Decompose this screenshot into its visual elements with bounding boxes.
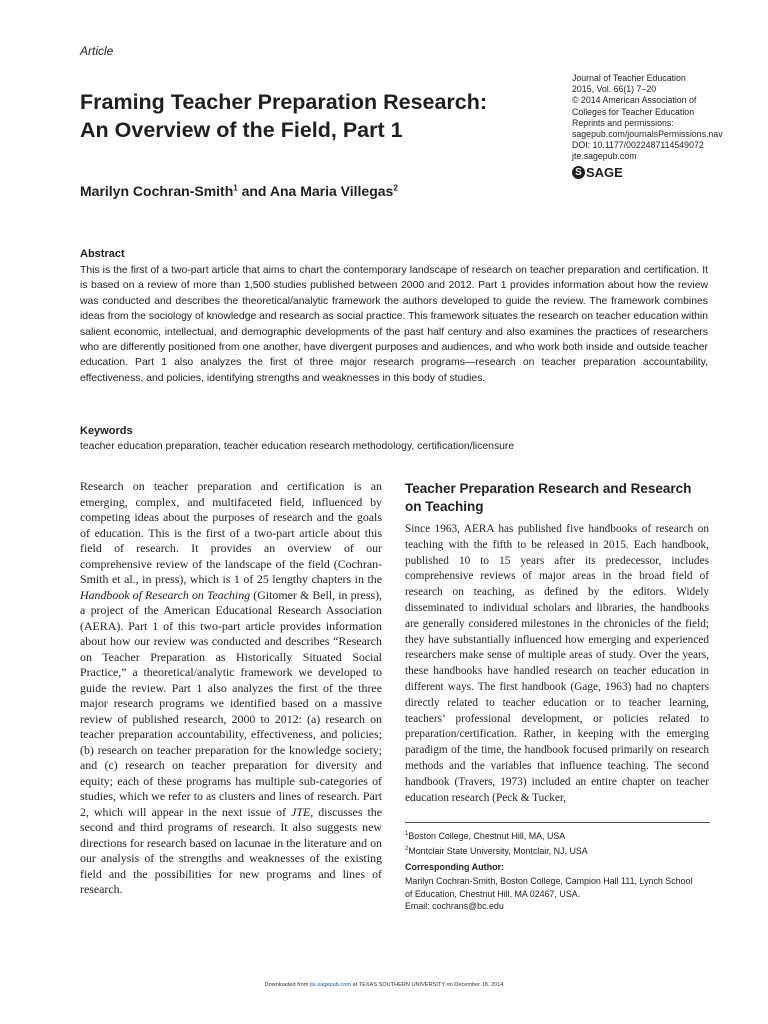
- keywords-heading: Keywords: [80, 425, 133, 437]
- abstract-heading: Abstract: [80, 248, 125, 260]
- corresponding-author-heading: Corresponding Author:: [405, 862, 505, 872]
- journal-copyright-cont: Colleges for Teacher Education: [572, 106, 695, 117]
- body-italic-title: Handbook of Research on Teaching: [80, 587, 251, 602]
- keywords-text: teacher education preparation, teacher education research methodology, certification/licensure: [80, 441, 515, 452]
- affiliation-marker: 1: [233, 183, 238, 193]
- article-type-label: Article: [80, 44, 114, 58]
- affiliation-marker: 2: [405, 845, 409, 852]
- article-title-line-1: Framing Teacher Preparation Research:: [80, 90, 488, 114]
- corresponding-line: of Education, Chestnut Hill, MA 02467, USA.: [405, 888, 581, 899]
- body-text: , discusses the second and third programs of research. It also suggests new directions for research based on lacunae in the literature and on our analysis of the strengths and weaknesses of the existing field and the possibilities for new programs and lines of research.: [80, 804, 382, 896]
- footer-text: at TEXAS SOUTHERN UNIVERSITY on December 18, 2014: [351, 982, 504, 988]
- body-right-column: Since 1963, AERA has published five handbooks of research on teaching with the fifth to be released in 2015. Each handbook, published 10 to 15 years after its predecessor, includes comprehensive reviews of major areas in the broad field of research on teaching, as defined by the editors. Widely disseminated to individual scholars and libraries, the handbooks are generally considered milestones in the chronicles of the field; they have substantially influenced how emerging and experienced researchers make sense of multiple areas of study. Over the years, these handbooks have handled research on teacher education in different ways. The first handbook (Gage, 1963) had no chapters directly related to teacher education or to teacher learning, teachers’ professional development, or policies related to preparation/certification. Rather, in keeping with the emerging paradigm of the time, the handbook focused primarily on research methods and the variables that influence teaching. The second handbook (Travers, 1973) included an entire chapter on teacher education research (Peck & Tucker,: [405, 523, 709, 804]
- body-italic-journal: JTE: [291, 804, 311, 819]
- article-title-line-2: An Overview of the Field, Part 1: [80, 118, 403, 142]
- sage-logo: [572, 165, 623, 180]
- body-text: (Gitomer & Bell, in press), a project of the American Educational Research Association (AERA). Part 1 of this two-part article provides information about how our review was conducted and describes “Research on Teacher Preparation as Historically Situated Social Practice,” a theoretical/analytic framework we developed to guide the review. Part 1 also analyzes the first of the three major research programs we identified based on a massive review of published research, 2000 to 2012: (a) research on teacher preparation accountability, effectiveness, and policies; (b) research on teacher preparation for the knowledge society; and (c) research on teacher preparation for diversity and equity; each of these programs has multiple sub-categories of studies, which we refer to as clusters and lines of research. Part 2, which will appear in the next issue of: [80, 587, 383, 819]
- article-title: [80, 88, 530, 144]
- corresponding-line: Marilyn Cochran-Smith, Boston College, Campion Hall 111, Lynch School: [405, 876, 693, 886]
- journal-copyright: © 2014 American Association of: [572, 95, 697, 106]
- footer-text: Downloaded from: [264, 982, 310, 988]
- sage-logo-icon: S: [572, 166, 585, 179]
- author-name: Ana Maria Villegas: [269, 183, 394, 199]
- affiliation-item: [405, 828, 588, 843]
- author-list: [80, 183, 398, 199]
- journal-doi[interactable]: DOI: 10.1177/0022487114549072: [572, 140, 704, 151]
- download-footer: [0, 982, 768, 988]
- journal-reprints: Reprints and permissions:: [572, 117, 674, 128]
- affiliation-text: Boston College, Chestnut Hill, MA, USA: [408, 830, 566, 841]
- affiliation-text: Montclair State University, Montclair, NJ, USA: [408, 845, 588, 856]
- author-conjunction: and: [237, 183, 270, 199]
- footnote-divider: [405, 822, 710, 823]
- footer-link[interactable]: jte.sagepub.com: [309, 982, 351, 988]
- section-heading: Teacher Preparation Research and Research on Teaching: [405, 481, 692, 514]
- abstract-text: This is the first of a two-part article that aims to chart the contemporary landscape of research on teacher preparation and certification. It is based on a review of more than 1,500 studies published between 2000 and 2012. Part 1 provides information about how the review was conducted and describes the theoretical/analytic framework the authors developed to guide the review. The framework combines ideas from the sociology of knowledge and research as social practice. This framework situates the research on teacher education within salient economic, intellectual, and demographic developments of the past half century and also examines the practices of researchers who are differently positioned from one another, have divergent purposes and audiences, and who work both inside and outside teacher education. Part 1 also analyzes the first of three major research programs—research on teacher preparation accountability, effectiveness, and policies, identifying strengths and weaknesses in this body of studies.: [80, 265, 708, 384]
- body-text: Research on teacher preparation and certification is an emerging, complex, and multifaceted field, influenced by competing ideas about the purposes of research and the goals of education. This is the first of a two-part article about this field of research. It provides an overview of our comprehensive review of the landscape of the field (Cochran-Smith et al., in press), which is 1 of 25 lengthy chapters in the: [80, 479, 382, 586]
- corresponding-email[interactable]: Email: cochrans@bc.edu: [405, 901, 504, 911]
- affiliation-marker: 2: [393, 183, 398, 193]
- body-left-column: [80, 479, 382, 898]
- sage-logo-text: SAGE: [586, 165, 623, 180]
- author-name: Marilyn Cochran-Smith: [80, 183, 234, 199]
- journal-website-link[interactable]: jte.sagepub.com: [572, 151, 637, 162]
- affiliation-item: [405, 843, 588, 858]
- journal-name: Journal of Teacher Education: [572, 73, 686, 83]
- journal-volume: 2015, Vol. 66(1) 7–20: [572, 84, 657, 95]
- corresponding-author-details: [405, 875, 692, 913]
- journal-info: [572, 73, 752, 163]
- affiliations: [405, 828, 588, 858]
- journal-permissions-link[interactable]: sagepub.com/journalsPermissions.nav: [572, 129, 723, 140]
- affiliation-marker: 1: [405, 831, 409, 837]
